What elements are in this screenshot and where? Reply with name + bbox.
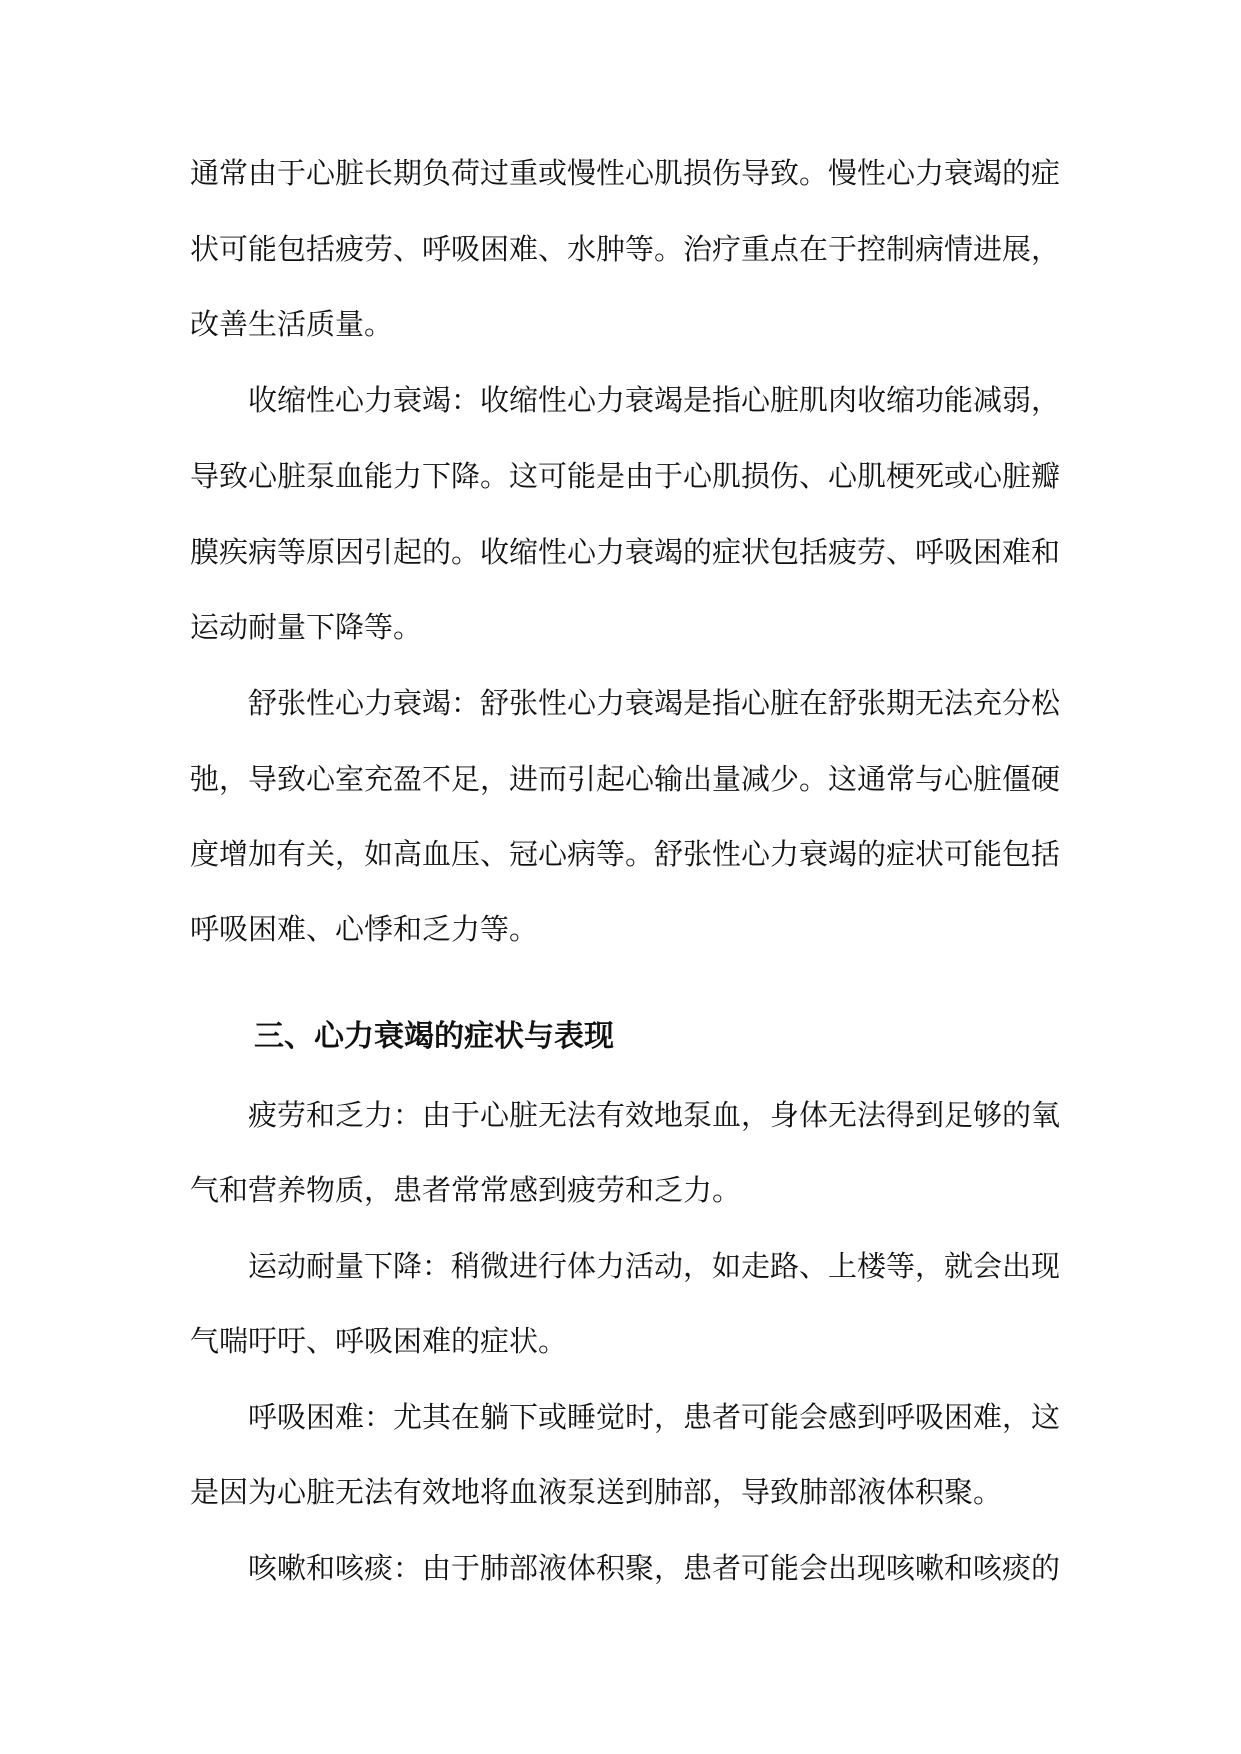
text-line: 状可能包括疲劳、呼吸困难、水肿等。治疗重点在于控制病情进展， (190, 232, 1061, 266)
text-line: 咳嗽和咳痰：由于肺部液体积聚，患者可能会出现咳嗽和咳痰的 (248, 1551, 1061, 1585)
text-line: 运动耐量下降等。 (190, 610, 423, 644)
text-line: 呼吸困难：尤其在躺下或睡觉时，患者可能会感到呼吸困难，这 (248, 1400, 1061, 1434)
text-line: 改善生活质量。 (190, 307, 394, 341)
text-line: 气和营养物质，患者常常感到疲劳和乏力。 (190, 1173, 742, 1207)
text-line: 弛，导致心室充盈不足，进而引起心输出量减少。这通常与心脏僵硬 (190, 762, 1061, 796)
section-heading: 三、心力衰竭的症状与表现 (254, 1019, 614, 1054)
text-line: 导致心脏泵血能力下降。这可能是由于心肌损伤、心肌梗死或心脏瓣 (190, 459, 1061, 493)
text-line: 运动耐量下降：稍微进行体力活动，如走路、上楼等，就会出现 (248, 1249, 1061, 1283)
text-line: 舒张性心力衰竭：舒张性心力衰竭是指心脏在舒张期无法充分松 (248, 686, 1061, 720)
text-line: 是因为心脏无法有效地将血液泵送到肺部，导致肺部液体积聚。 (190, 1475, 1003, 1509)
text-line: 疲劳和乏力：由于心脏无法有效地泵血，身体无法得到足够的氧 (248, 1098, 1061, 1132)
text-line: 气喘吁吁、呼吸困难的症状。 (190, 1324, 568, 1358)
text-line: 度增加有关，如高血压、冠心病等。舒张性心力衰竭的症状可能包括 (190, 837, 1061, 871)
text-line: 收缩性心力衰竭：收缩性心力衰竭是指心脏肌肉收缩功能减弱， (248, 383, 1061, 417)
text-line: 通常由于心脏长期负荷过重或慢性心肌损伤导致。慢性心力衰竭的症 (190, 156, 1061, 190)
text-line: 呼吸困难、心悸和乏力等。 (190, 912, 539, 946)
text-line: 膜疾病等原因引起的。收缩性心力衰竭的症状包括疲劳、呼吸困难和 (190, 535, 1061, 569)
